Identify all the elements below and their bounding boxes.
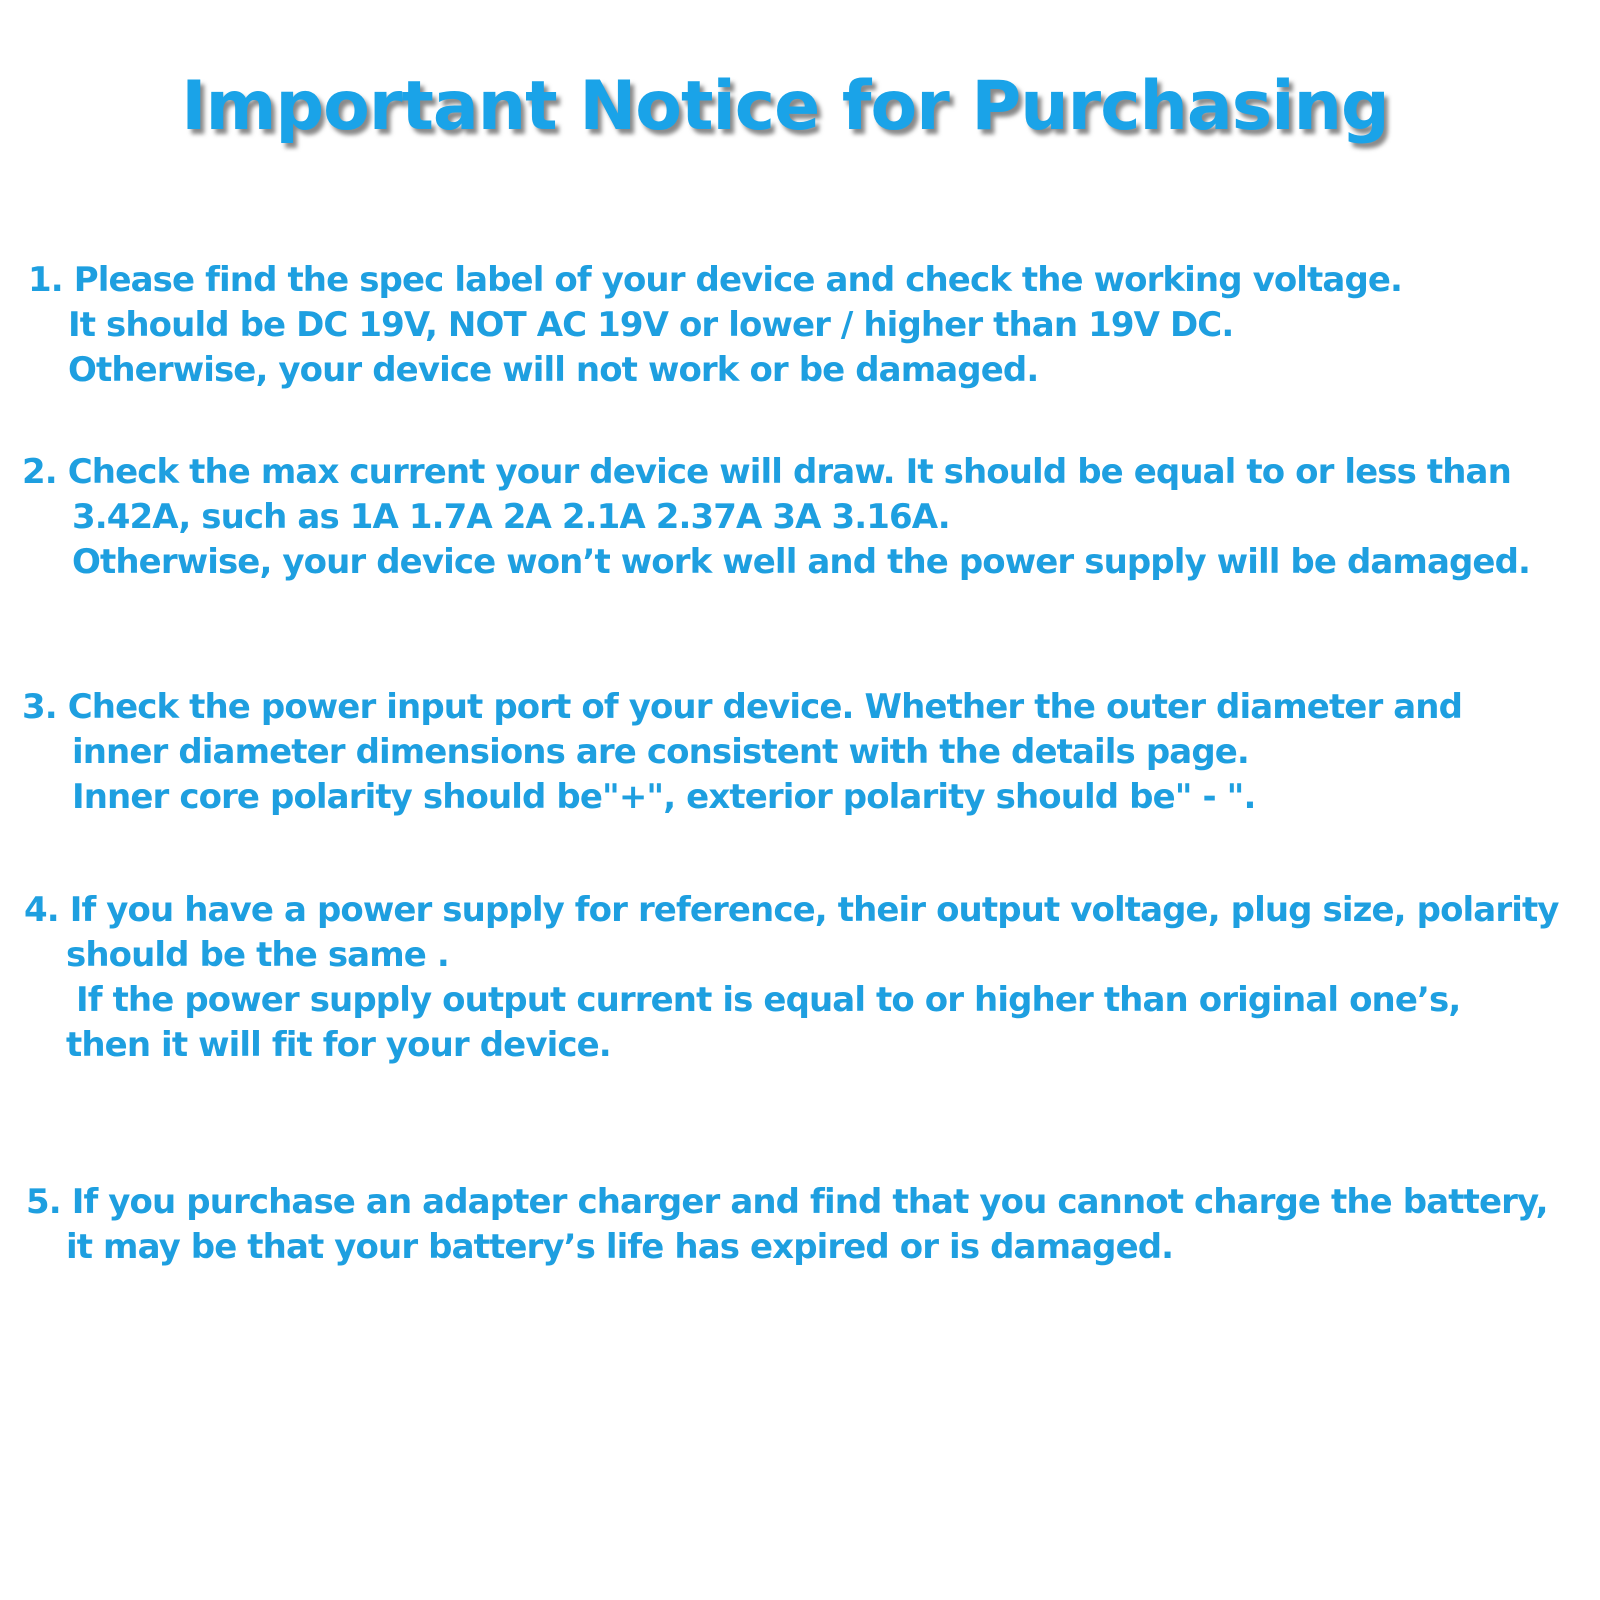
- notice-line: Inner core polarity should be"+", exterior polarity should be" - ".: [72, 777, 1256, 817]
- notice-line: 1. Please find the spec label of your device and check the working voltage.: [28, 260, 1403, 300]
- notice-item-5: [0, 1180, 1600, 1275]
- notice-line: It should be DC 19V, NOT AC 19V or lower / higher than 19V DC.: [68, 305, 1234, 345]
- notice-line: it may be that your battery’s life has expired or is damaged.: [66, 1227, 1174, 1267]
- notice-item-1: [0, 258, 1600, 398]
- notice-title: Important Notice for Purchasing: [181, 67, 1389, 146]
- notice-item-4: [0, 888, 1600, 1073]
- notice-line: Otherwise, your device won’t work well and the power supply will be damaged.: [72, 542, 1531, 582]
- notice-line: 5. If you purchase an adapter charger and find that you cannot charge the battery,: [26, 1182, 1548, 1222]
- notice-line: Otherwise, your device will not work or be damaged.: [68, 350, 1039, 390]
- notice-line: then it will fit for your device.: [66, 1025, 611, 1065]
- notice-item-3: [0, 685, 1600, 825]
- notice-line: If the power supply output current is equal to or higher than original one’s,: [76, 980, 1461, 1020]
- notice-line: 4. If you have a power supply for reference, their output voltage, plug size, polarity: [24, 890, 1559, 930]
- notice-line: 2. Check the max current your device will draw. It should be equal to or less than: [22, 452, 1511, 492]
- notice-line: 3. Check the power input port of your device. Whether the outer diameter and: [22, 687, 1463, 727]
- notice-item-2: [0, 450, 1600, 590]
- notice-line: inner diameter dimensions are consistent with the details page.: [72, 732, 1249, 772]
- notice-line: 3.42A, such as 1A 1.7A 2A 2.1A 2.37A 3A 3.16A.: [72, 497, 950, 537]
- notice-line: should be the same .: [66, 935, 449, 975]
